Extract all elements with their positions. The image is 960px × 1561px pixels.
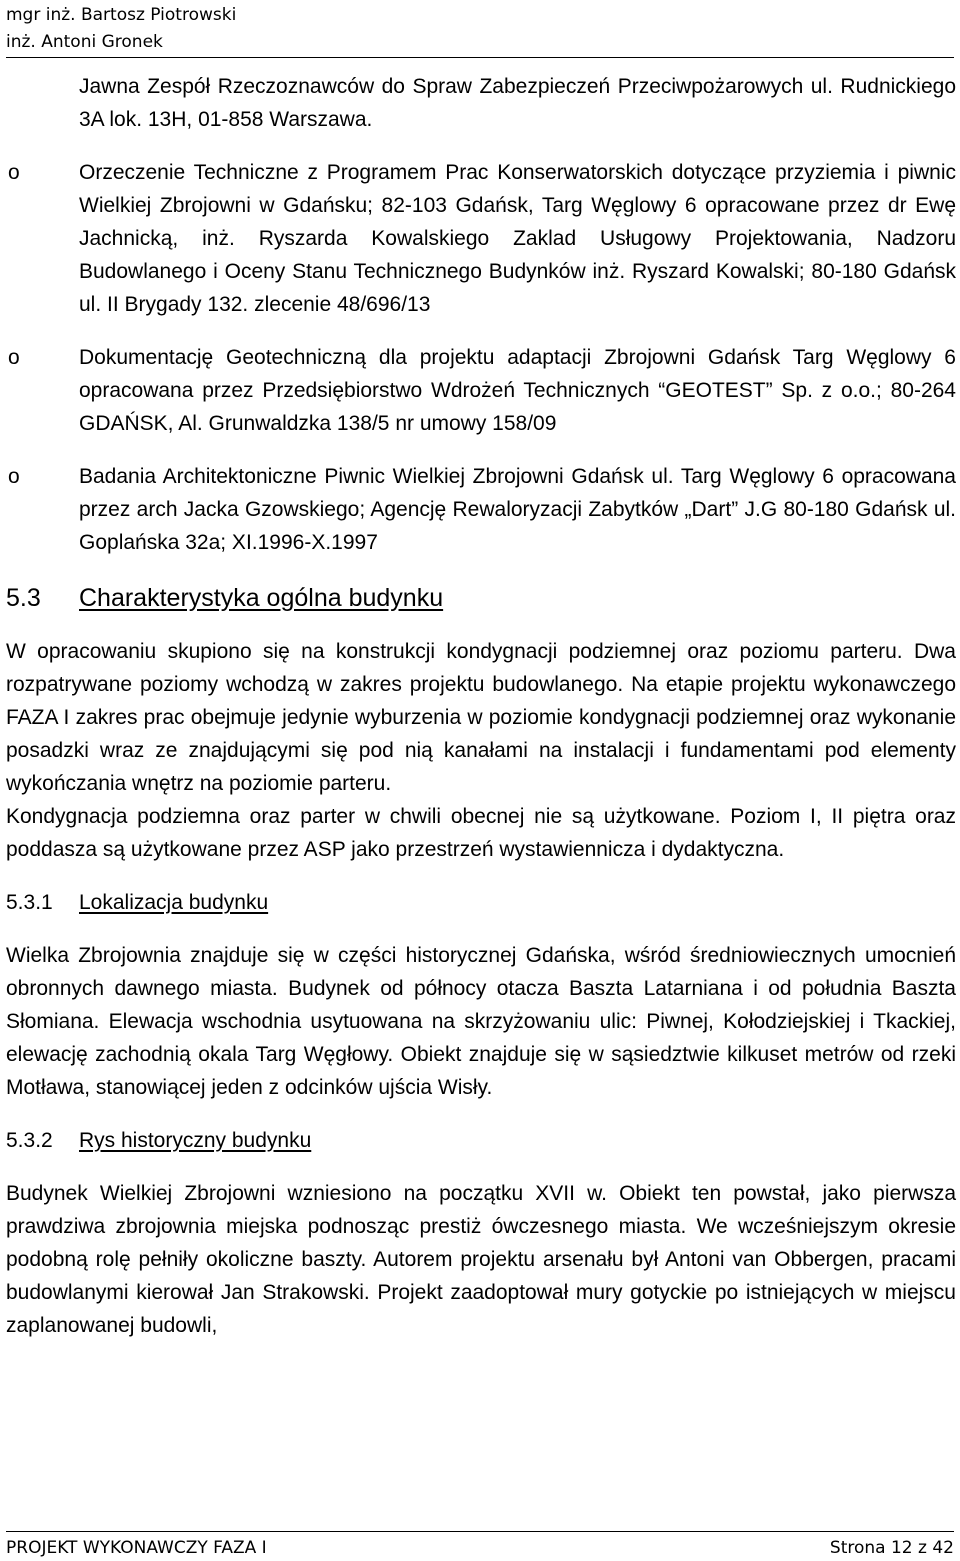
bullet-marker: o <box>8 346 20 369</box>
section-number: 5.3.1 <box>6 891 53 914</box>
footer-divider <box>6 1531 954 1532</box>
section-heading-5-3-2 <box>6 1124 956 1157</box>
header-divider <box>6 57 954 58</box>
section-heading-5-3 <box>6 581 956 615</box>
footer-project-label: PROJEKT WYKONAWCZY FAZA I <box>6 1538 267 1558</box>
list-item <box>6 341 956 440</box>
list-item <box>6 156 956 321</box>
footer-page-number: Strona 12 z 42 <box>829 1538 954 1558</box>
section-heading-5-3-1 <box>6 886 956 919</box>
intro-paragraph: Jawna Zespół Rzeczoznawców do Spraw Zabezpieczeń Przeciwpożarowych ul. Rudnickiego 3A lok. 13H, 01-858 Warszawa. <box>79 75 956 131</box>
section-paragraph: Wielka Zbrojownia znajduje się w części historycznej Gdańska, wśród średniowiecznych umocnień obronnych dawnego miasta. Budynek od północy otacza Baszta Latarniana i od południa Baszta Słomiana. Elewacja wschodnia usytuowana na skrzyżowaniu ulic: Piwnej, Kołodziejskiej i Tkackiej, elewację zachodnią okala Targ Węgłowy. Obiekt znajduje się w sąsiedztwie kilkuset metrów od rzeki Motława, stanowiącej jeden z odcinków ujścia Wisły. <box>6 944 956 1099</box>
list-item-text: Badania Architektoniczne Piwnic Wielkiej Zbrojowni Gdańsk ul. Targ Węglowy 6 opracowana przez arch Jacka Gzowskiego; Agencję Rewaloryzacji Zabytków „Dart” J.G 80-180 Gdańsk ul. Goplańska 32a; XI.1996-X.1997 <box>79 465 956 554</box>
section-title: Charakterystyka ogólna budynku <box>79 584 444 612</box>
bullet-marker: o <box>8 465 20 488</box>
list-item-text: Orzeczenie Techniczne z Programem Prac Konserwatorskich dotyczące przyziemia i piwnic Wielkiej Zbrojowni w Gdańsku; 82-103 Gdańsk, Targ Węglowy 6 opracowane przez dr Ewę Jachnicką, inż. Ryszarda Kowalskiego Zaklad Usługowy Projektowania, Nadzoru Budowlanego i Oceny Stanu Technicznego Budynków inż. Ryszard Kowalski; 80-180 Gdańsk ul. II Brygady 132. zlecenie 48/696/13 <box>79 161 956 316</box>
header-author-2: inż. Antoni Gronek <box>6 32 163 52</box>
section-number: 5.3 <box>6 584 41 612</box>
page-footer <box>6 1536 954 1560</box>
section-paragraph: Kondygnacja podziemna oraz parter w chwili obecnej nie są użytkowane. Poziom I, II piętra oraz poddasza są użytkowane przez ASP jako przestrzeń wystawiennicza i dydaktyczna. <box>6 805 956 861</box>
section-paragraph: Budynek Wielkiej Zbrojowni wzniesiono na początku XVII w. Obiekt ten powstał, jako pierwsza prawdziwa zbrojownia miejska podnosząc prestiż ówczesnego miasta. We wcześniejszym okresie podobną rolę pełniły okoliczne baszty. Autorem projektu arsenału był Antoni van Obbergen, pracami budowlanymi kierował Jan Strakowski. Projekt zaadoptował mury gotyckie po istniejących w miejscu zaplanowanej budowli, <box>6 1182 956 1337</box>
document-body <box>6 70 956 1342</box>
header-author-1: mgr inż. Bartosz Piotrowski <box>6 5 237 25</box>
section-title: Rys historyczny budynku <box>79 1129 312 1152</box>
list-item-text: Dokumentację Geotechniczną dla projektu adaptacji Zbrojowni Gdańsk Targ Węglowy 6 opracowana przez Przedsiębiorstwo Wdrożeń Technicznych “GEOTEST” Sp. z o.o.; 80-264 GDAŃSK, Al. Grunwaldzka 138/5 nr umowy 158/09 <box>79 346 956 435</box>
section-title: Lokalizacja budynku <box>79 891 269 914</box>
section-paragraph: W opracowaniu skupiono się na konstrukcji kondygnacji podziemnej oraz poziomu parteru. Dwa rozpatrywane poziomy wchodzą w zakres projektu budowlanego. Na etapie projektu wykonawczego FAZA I zakres prac obejmuje jedynie wyburzenia w poziomie kondygnacji podziemnej oraz wykonanie posadzki wraz ze znajdującymi się pod nią kanałami na instalacji i fundamentami pod elementy wykończania wnętrz na poziomie parteru. <box>6 640 956 795</box>
list-item <box>6 460 956 559</box>
bullet-marker: o <box>8 161 20 184</box>
page-header <box>6 2 956 56</box>
section-number: 5.3.2 <box>6 1129 53 1152</box>
